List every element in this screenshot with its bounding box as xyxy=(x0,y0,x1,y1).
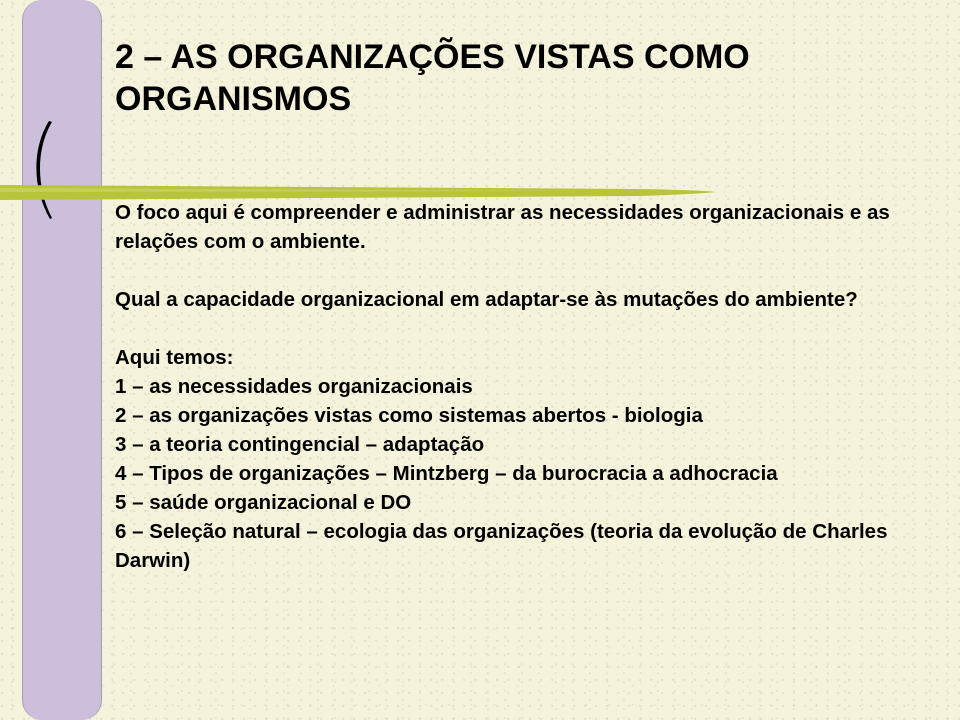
slide-body xyxy=(115,198,950,575)
list-item: 3 – a teoria contingencial – adaptação xyxy=(115,433,485,456)
list-item: 2 – as organizações vistas como sistemas abertos - biologia xyxy=(115,404,703,427)
focus-text: O foco aqui é compreender e administrar as necessidades organizacionais e as relações com o ambiente. xyxy=(115,201,890,253)
list-item: 6 – Seleção natural – ecologia das organizações (teoria da evolução de Charles Darwin) xyxy=(115,520,888,572)
bracket-decoration xyxy=(30,118,60,223)
list-item: 4 – Tipos de organizações – Mintzberg – da burocracia a adhocracia xyxy=(115,462,778,485)
list-item: 1 – as necessidades organizacionais xyxy=(115,375,473,398)
list-item: 5 – saúde organizacional e DO xyxy=(115,491,412,514)
question-text: Qual a capacidade organizacional em adaptar-se às mutações do ambiente? xyxy=(115,288,858,311)
sidebar-bar xyxy=(22,0,102,720)
list-heading: Aqui temos: xyxy=(115,346,234,369)
page-title: 2 – AS ORGANIZAÇÕES VISTAS COMO ORGANISMOS xyxy=(115,38,750,118)
